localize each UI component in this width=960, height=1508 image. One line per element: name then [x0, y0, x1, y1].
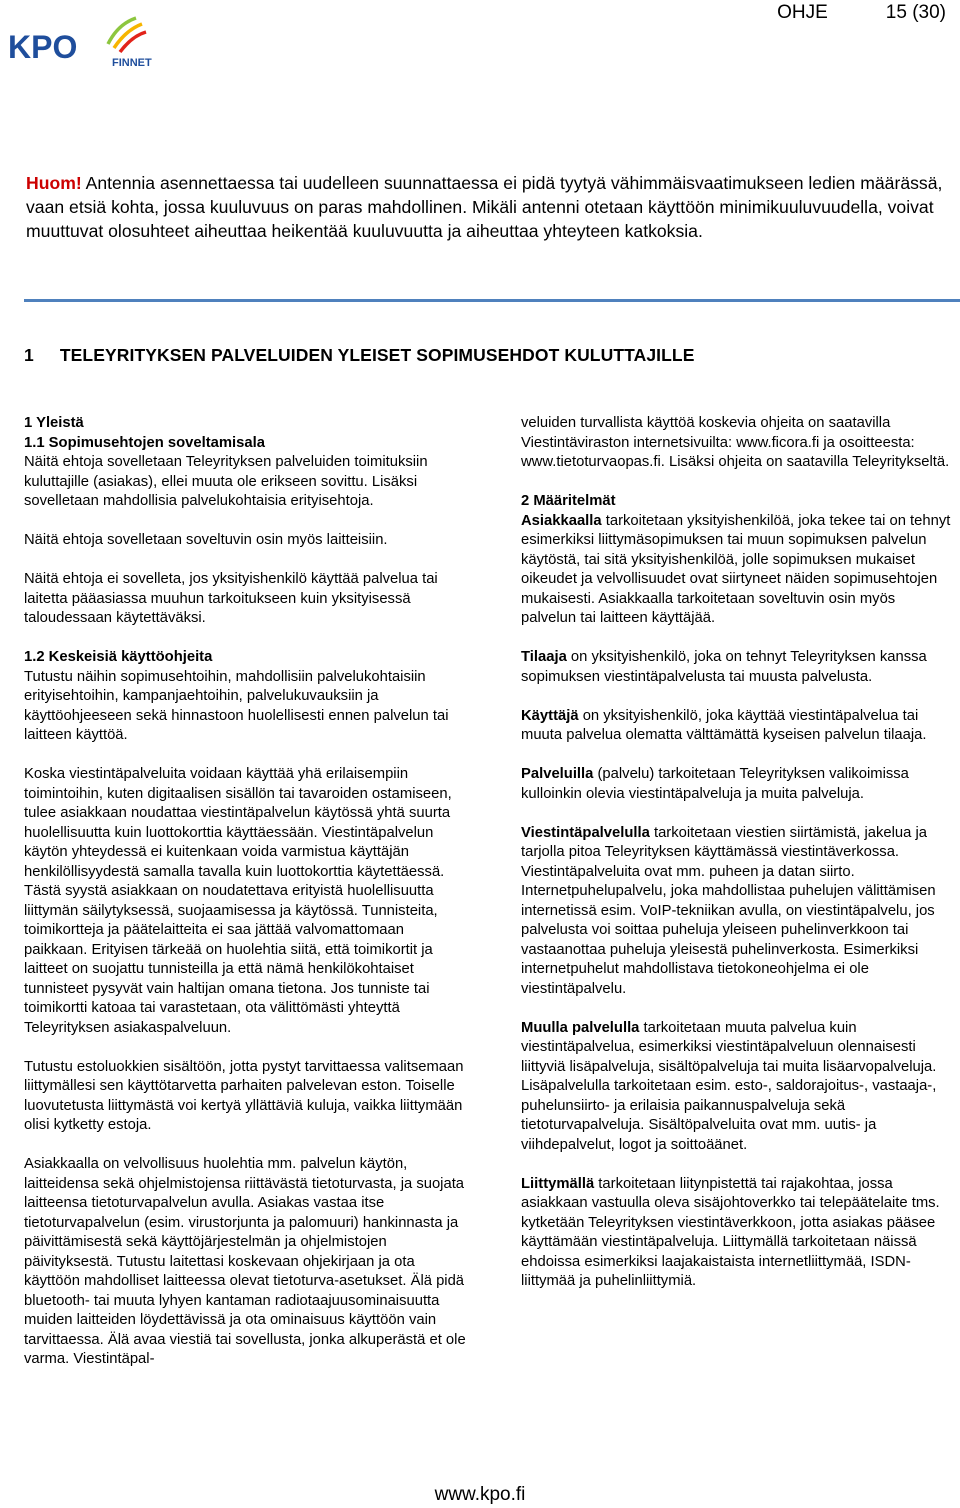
- paragraph: Asiakkaalla on velvollisuus huolehtia mm. palvelun käytön, laitteidensa sekä ohjelmistojensa riittävästä tietoturvasta, ja suojata laitteensa tietoturvapalvelun avulla. Asiakas vastaa itse tietoturvapalvelun (esim. virustorjunta ja palomuuri) hankinnasta ja päivittämisestä sekä käyttöjärjestelmän ja ohjelmistojen päivityksestä. Tutustu laitettasi koskevaan ohjekirjaan ja ota käyttöön mahdolliset laitteessa olevat tietoturva-asetukset. Älä pidä bluetooth- tai muuta lyhyen kantaman radiotaajuusominaisuutta muiden laitteiden löydettävissä ja ota ominaisuus käyttöön vain tarvittaessa. Älä avaa viestiä tai sovellusta, jonka alkuperästä et ole varma. Viestintäpal-: [24, 1156, 466, 1367]
- heading-1-2: 1.2 Keskeisiä käyttöohjeita: [24, 649, 213, 665]
- definition-term: Viestintäpalvelulla: [521, 824, 650, 841]
- definition-liittyma: [521, 1175, 953, 1292]
- definition-tilaaja: [521, 648, 953, 687]
- definition-asiakas: [521, 512, 953, 629]
- definition-term: Tilaaja: [521, 649, 567, 665]
- notice: [26, 171, 956, 243]
- definition-text: tarkoitetaan viestien siirtämistä, jakelua ja tarjolla pitoa Teleyrityksen käyttämässä viestintäverkossa. Viestintäpalveluita ovat mm. puheen ja datan siirto. Internetpuhelupalvelu, joka mahdollistaa puhelujen välittämisen internetissä esim. VoIP-tekniikan avulla, on viestintäpalvelu, jos palvelusta voi soittaa puheluja yleiseen puhelinverkkoon tai vastaanottaa puheluja yleisestä puhelinverkosta. Esimerkiksi internetpuhelut mahdollistava tietokoneohjelma ei ole viestintäpalvelu.: [521, 824, 936, 997]
- heading-1: 1 Yleistä: [24, 415, 84, 431]
- left-column: [24, 414, 469, 1389]
- definition-text: (palvelu) tarkoitetaan Teleyrityksen valikoimissa kulloinkin olevia viestintäpalveluja ja muita palveluja.: [521, 766, 909, 802]
- definition-kayttaja: [521, 707, 953, 746]
- definition-term: Asiakkaalla: [521, 512, 602, 529]
- section-divider: [24, 299, 960, 302]
- page-header: [777, 2, 946, 24]
- definition-text: tarkoitetaan liitynpistettä tai rajakohtaa, jossa asiakkaan vastuulla oleva sisäjohtoverkko tai telepäätelaite tms. kytketään Teleyrityksen viestintäverkkoon, jotta asiakas pääsee käyttämään viestintäpalveluja. Liittymällä tarkoitetaan näissä ehdoissa esimerkiksi laajakaistaista internetliittymää, ISDN-liittymää ja puhelinliittymiä.: [521, 1175, 940, 1289]
- heading-1-1: 1.1 Sopimusehtojen soveltamisala: [24, 434, 265, 451]
- definition-muu-palvelu: [521, 1019, 953, 1156]
- definition-palvelu: [521, 765, 953, 804]
- paragraph: veluiden turvallista käyttöä koskevia ohjeita on saatavilla Viestintäviraston internetsivuilta: www.ficora.fi ja osoitteesta: www.tietoturvaopas.fi. Lisäksi ohjeita on saatavilla Teleyritykseltä.: [521, 415, 950, 470]
- definition-term: Liittymällä: [521, 1175, 595, 1192]
- paragraph: Näitä ehtoja ei sovelleta, jos yksityishenkilö käyttää palvelua tai laitetta pääasiassa muuhun tarkoitukseen kuin yksityisessä taloudessaan käytettäväksi.: [24, 571, 438, 626]
- definition-text: tarkoitetaan muuta palvelua kuin viestintäpalvelua, esimerkiksi viestintäpalveluun olennaisesti liittyviä lisäpalveluja, sisältöpalveluja tai muita lisäarvopalveluja. Lisäpalvelulla tarkoitetaan esim. esto-, saldorajoitus-, vastaaja-, puhelunsiirto- ja erilaisia paikannuspalveluja sekä tietoturvapalveluja. Sisältöpalveluita ovat mm. uutis- ja viihdepalvelut, logot ja soittoäänet.: [521, 1019, 937, 1153]
- definition-text: on yksityishenkilö, joka käyttää viestintäpalvelua tai muuta palvelua olematta välttämättä kyseisen palvelun tilaaja.: [521, 707, 927, 743]
- definition-text: on yksityishenkilö, joka on tehnyt Teleyrityksen kanssa sopimuksen viestintäpalvelusta tai muusta palvelusta.: [521, 649, 927, 685]
- definition-viestintapalvelu: [521, 824, 953, 1000]
- page-number: 15 (30): [885, 2, 946, 23]
- right-column: [521, 414, 953, 1311]
- paragraph: Näitä ehtoja sovelletaan Teleyrityksen palveluiden toimituksiin kuluttajille (asiakas), ellei muuta ole erikseen sovittu. Lisäksi sovelletaan mahdollisia palvelukohtaisia erityisehtoja.: [24, 454, 428, 509]
- paragraph: Tutustu estoluokkien sisältöön, jotta pystyt tarvittaessa valitsemaan liittymällesi sen käyttötarvetta parhaiten palvelevan eston. Toiselle luovutetusta liittymästä voi kertyä yllättäviä kuluja, vaikka liittymään olisi kytketty estoja.: [24, 1058, 464, 1133]
- notice-text: Antennia asennettaessa tai uudelleen suunnattaessa ei pidä tyytyä vähimmäisvaatimukseen ledien määrässä, vaan etsiä kohta, jossa kuuluvuus on paras mahdollinen. Mikäli antenni otetaan käyttöön minimikuuluvuudella, voivat muuttuvat olosuhteet aiheuttaa heikentää kuuluvuutta ja aiheuttaa yhteyteen katkoksia.: [26, 173, 943, 241]
- logo-kpo-text: KPO: [8, 29, 78, 65]
- notice-label: Huom!: [26, 173, 82, 193]
- paragraph: Näitä ehtoja sovelletaan soveltuvin osin myös laitteisiin.: [24, 532, 388, 548]
- kpo-finnet-logo: [8, 14, 188, 74]
- definition-term: Muulla palvelulla: [521, 1019, 640, 1036]
- definition-term: Palveluilla: [521, 766, 594, 782]
- section-number: 1: [24, 345, 34, 365]
- section-title: [24, 345, 695, 366]
- footer-url[interactable]: www.kpo.fi: [434, 1484, 526, 1505]
- paragraph: Koska viestintäpalveluita voidaan käyttää yhä erilaisempiin toimintoihin, kuten digitaalisen sisällön tai tavaroiden ostamiseen, tulee asiakkaan noudattaa viestintäpalvelun käytössä yhtä suurta huolellisuutta kuin luottokorttia käyttäessään. Viestintäpalvelun käytön yhteydessä ei kuitenkaan voida varmistua käyttäjän henkilöllisyydestä samalla tavalla kuin luottokorttia käytettäessä. Tästä syystä asiakkaan on noudatettava erityistä huolellisuutta liittymän säilytyksessä, suojaamisessa ja käytössä. Tunnisteita, toimikortteja ja päätelaitteita ei saa jättää valvomattomaan paikkaan. Erityisen tärkeää on huolehtia siitä, että toimikortit ja laitteet on suojattu tunnisteilla ja että nämä henkilökohtaiset tunnisteet pysyvät vain haltijan omana tietona. Jos tunniste tai toimikortti katoaa tai varastetaan, ota välittömästi yhteyttä Teleyrityksen asiakaspalveluun.: [24, 766, 452, 1036]
- section-title-text: TELEYRITYKSEN PALVELUIDEN YLEISET SOPIMUSEHDOT KULUTTAJILLE: [59, 345, 695, 365]
- logo-finnet-text: FINNET: [112, 57, 152, 69]
- heading-2: 2 Määritelmät: [521, 493, 616, 509]
- definition-term: Käyttäjä: [521, 707, 579, 724]
- definition-text: tarkoitetaan yksityishenkilöä, joka tekee tai on tehnyt esimerkiksi liittymäsopimuksen tai muun sopimuksen palvelun käytöstä, tai sitä yksityishenkilöä, jolle sopimuksen mukaiset oikeudet ja velvollisuudet ovat siirtyneet näiden sopimusehtojen mukaisesti. Asiakkaalla tarkoitetaan soveltuvin osin myös palvelun tai laitteen käyttäjää.: [521, 512, 951, 626]
- doc-type: OHJE: [777, 2, 828, 23]
- paragraph: Tutustu näihin sopimusehtoihin, mahdollisiin palvelukohtaisiin erityisehtoihin, kampanjaehtoihin, palvelukuvauksiin ja käyttöohjeeseen sekä hinnastoon huolellisesti ennen palvelun tai laitteen käyttöä.: [24, 668, 449, 743]
